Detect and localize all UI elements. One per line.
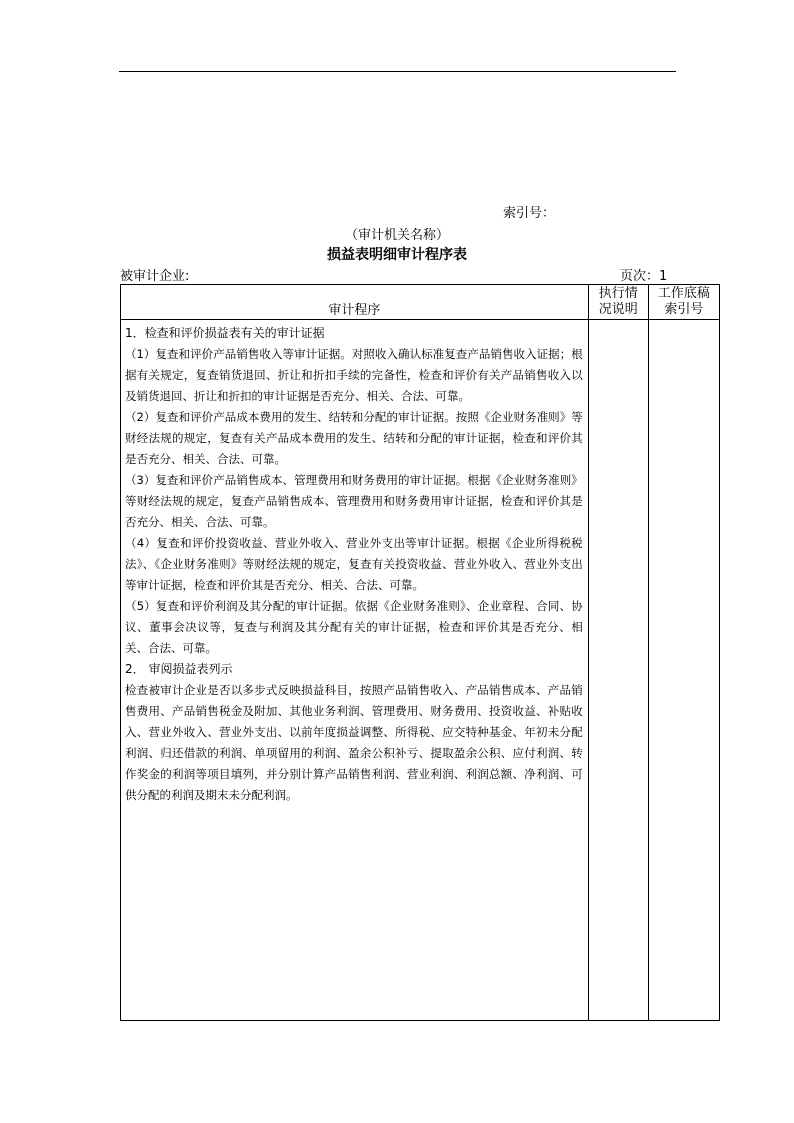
- execution-notes-cell: [588, 320, 648, 1021]
- procedure-item-6: 检查被审计企业是否以多步式反映损益科目，按照产品销售收入、产品销售成本、产品销售费用、产品销售税金及附加、其他业务利润、管理费用、财务费用、投资收益、补贴收入、营业外收入、营业外支出、以前年度损益调整、所得税、应交特种基金、年初未分配利润、归还借款的利润、单项留用的利润、盈余公积补亏、提取盈余公积、应付利润、转作奖金的利润等项目填列，并分别计算产品销售利润、营业利润、利润总额、净利润、可供分配的利润及期末未分配利润。: [125, 683, 583, 802]
- table-header-row: [121, 285, 720, 320]
- section-2-title: 2． 审阅损益表列示: [125, 662, 233, 676]
- procedure-item-5: （5）复查和评价利润及其分配的审计证据。依据《企业财务准则》、企业章程、合同、协议、董事会决议等，复查与利润及其分配有关的审计证据，检查和评价其是否充分、相关、合法、可靠。: [125, 599, 583, 655]
- auditee-label: 被审计企业:: [120, 269, 190, 284]
- procedure-item-4: （4）复查和评价投资收益、营业外收入、营业外支出等审计证据。根据《企业所得税税法》、《企业财务准则》等财经法规的规定，复查有关投资收益、营业外收入、营业外支出等审计证据，检查和评价其是否充分、相关、合法、可靠。: [125, 536, 583, 592]
- table-body-row: [121, 320, 720, 1021]
- top-rule: [119, 71, 676, 72]
- procedure-item-2: （2）复查和评价产品成本费用的发生、结转和分配的审计证据。按照《企业财务准则》等财经法规的规定，复查有关产品成本费用的发生、结转和分配的审计证据，检查和评价其是否充分、相关、合法、可靠。: [125, 410, 583, 466]
- document-title: 损益表明细审计程序表: [327, 247, 467, 263]
- page-number: 页次：1: [620, 269, 668, 284]
- index-number-label: 索引号：: [503, 206, 556, 221]
- header-execution-notes: 执行情 况说明: [588, 285, 648, 320]
- procedure-item-3: （3）复查和评价产品销售成本、管理费用和财务费用的审计证据。根据《企业财务准则》等财经法规的规定，复查产品销售成本、管理费用和财务费用审计证据，检查和评价其是否充分、相关、合法、可靠。: [125, 473, 583, 529]
- workpaper-index-cell: [648, 320, 719, 1021]
- header-workpaper-index: 工作底稿 索引号: [648, 285, 719, 320]
- header-audit-program: 审计程序: [121, 285, 589, 320]
- audit-agency-name: （审计机关名称）: [344, 228, 449, 243]
- audit-program-table: [120, 284, 720, 1021]
- section-1-title: 1．检查和评价损益表有关的审计证据: [125, 326, 325, 340]
- audit-program-content: [121, 320, 589, 1021]
- procedure-item-1: （1）复查和评价产品销售收入等审计证据。对照收入确认标准复查产品销售收入证据；根据有关规定，复查销货退回、折让和折扣手续的完备性，检查和评价有关产品销售收入以及销货退回、折让和折扣的审计证据是否充分、相关、合法、可靠。: [125, 347, 583, 403]
